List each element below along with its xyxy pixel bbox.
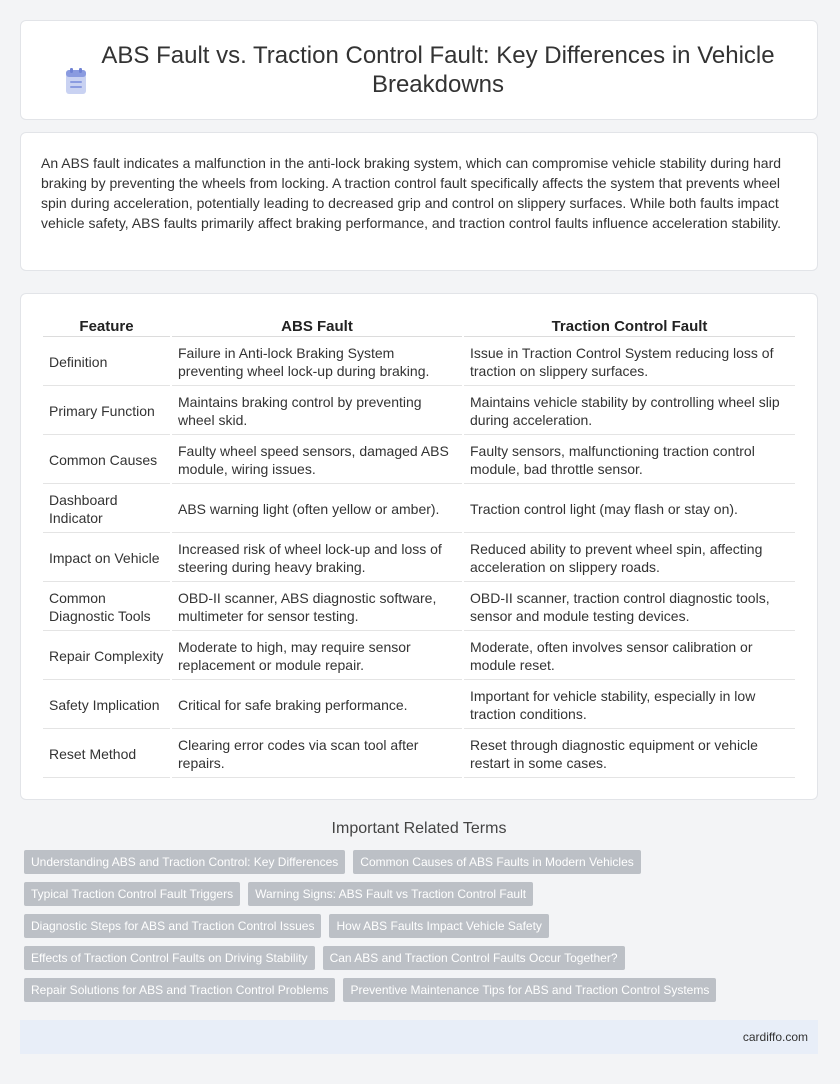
document-icon [61,67,91,97]
abs-cell: Faulty wheel speed sensors, damaged ABS module, wiring issues. [172,437,462,484]
table-row [43,437,795,484]
related-tag[interactable]: Preventive Maintenance Tips for ABS and Traction Control Systems [343,978,716,1002]
related-tag[interactable]: Can ABS and Traction Control Faults Occur Together? [323,946,625,970]
feature-cell: Repair Complexity [43,633,170,680]
feature-cell: Dashboard Indicator [43,486,170,533]
abs-cell: Critical for safe braking performance. [172,682,462,729]
header-feature: Feature [43,316,170,337]
table-row [43,388,795,435]
feature-cell: Primary Function [43,388,170,435]
feature-cell: Impact on Vehicle [43,535,170,582]
related-tag[interactable]: Diagnostic Steps for ABS and Traction Control Issues [24,914,321,938]
intro-card [20,132,818,271]
abs-cell: ABS warning light (often yellow or amber). [172,486,462,533]
abs-cell: Maintains braking control by preventing wheel skid. [172,388,462,435]
abs-cell: Clearing error codes via scan tool after repairs. [172,731,462,778]
title-wrap [21,41,817,99]
traction-cell: Traction control light (may flash or stay on). [464,486,795,533]
table-header-row [43,316,795,337]
abs-cell: Moderate to high, may require sensor replacement or module repair. [172,633,462,680]
table-row [43,339,795,386]
table-row [43,731,795,778]
feature-cell: Safety Implication [43,682,170,729]
table-row [43,486,795,533]
related-tag[interactable]: Understanding ABS and Traction Control: Key Differences [24,850,345,874]
table-row [43,584,795,631]
traction-cell: Maintains vehicle stability by controlling wheel slip during acceleration. [464,388,795,435]
related-tag[interactable]: Effects of Traction Control Faults on Driving Stability [24,946,315,970]
traction-cell: Issue in Traction Control System reducing loss of traction on slippery surfaces. [464,339,795,386]
title-card [20,20,818,120]
traction-cell: Moderate, often involves sensor calibration or module reset. [464,633,795,680]
traction-cell: Important for vehicle stability, especially in low traction conditions. [464,682,795,729]
table-row [43,535,795,582]
traction-cell: OBD-II scanner, traction control diagnostic tools, sensor and module testing devices. [464,584,795,631]
table-row [43,633,795,680]
related-terms-title: Important Related Terms [331,820,507,837]
comparison-card [20,293,818,800]
related-tag[interactable]: Common Causes of ABS Faults in Modern Vehicles [353,850,640,874]
feature-cell: Definition [43,339,170,386]
related-tags [20,850,818,1002]
page-title: ABS Fault vs. Traction Control Fault: Key Differences in Vehicle Breakdowns [101,42,775,98]
footer-site-link[interactable]: cardiffo.com [742,1030,808,1044]
footer [20,1020,818,1054]
comparison-table [41,314,797,780]
traction-cell: Reset through diagnostic equipment or vehicle restart in some cases. [464,731,795,778]
related-terms-section [20,820,818,1002]
related-tag[interactable]: How ABS Faults Impact Vehicle Safety [329,914,548,938]
header-traction-control-fault: Traction Control Fault [464,316,795,337]
traction-cell: Faulty sensors, malfunctioning traction control module, bad throttle sensor. [464,437,795,484]
traction-cell: Reduced ability to prevent wheel spin, affecting acceleration on slippery roads. [464,535,795,582]
feature-cell: Common Diagnostic Tools [43,584,170,631]
feature-cell: Reset Method [43,731,170,778]
header-abs-fault: ABS Fault [172,316,462,337]
related-tag[interactable]: Warning Signs: ABS Fault vs Traction Control Fault [248,882,533,906]
feature-cell: Common Causes [43,437,170,484]
related-tag[interactable]: Repair Solutions for ABS and Traction Control Problems [24,978,335,1002]
table-row [43,682,795,729]
abs-cell: Failure in Anti-lock Braking System preventing wheel lock-up during braking. [172,339,462,386]
abs-cell: OBD-II scanner, ABS diagnostic software, multimeter for sensor testing. [172,584,462,631]
abs-cell: Increased risk of wheel lock-up and loss of steering during heavy braking. [172,535,462,582]
related-tag[interactable]: Typical Traction Control Fault Triggers [24,882,240,906]
intro-paragraph: An ABS fault indicates a malfunction in the anti-lock braking system, which can compromise vehicle stability during hard braking by preventing the wheels from locking. A traction control fault specifically affects the system that prevents wheel spin during acceleration, potentially leading to decreased grip and control on slippery surfaces. While both faults impact vehicle safety, ABS faults primarily affect braking performance, and traction control faults influence acceleration stability. [41,155,782,231]
